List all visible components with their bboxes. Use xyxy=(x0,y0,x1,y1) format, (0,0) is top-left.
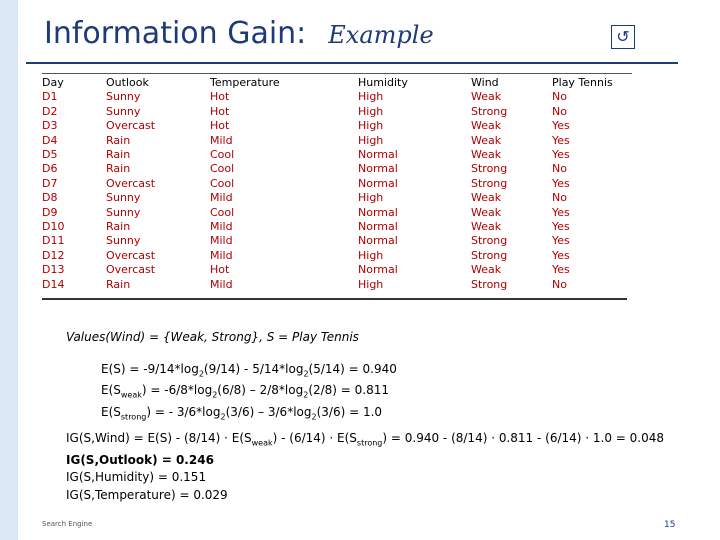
return-icon[interactable]: ↺ xyxy=(611,25,635,49)
values-wind-line: Values(Wind) = {Weak, Strong}, S = Play Tennis xyxy=(66,330,359,344)
cell-outlook: Overcast xyxy=(106,176,156,190)
cell-temperature: Mild xyxy=(210,191,233,205)
cell-day: D13 xyxy=(42,263,65,277)
title-text: Information Gain: xyxy=(44,16,307,51)
entropy-s: $E(S) = -9/14*\log_2(9/14) - 5/14*\log_2(5/14) = 0.940$ xyxy=(101,362,397,379)
cell-humidity: Normal xyxy=(358,220,398,234)
table-row xyxy=(42,162,622,176)
cell-humidity: Normal xyxy=(358,263,398,277)
cell-temperature: Cool xyxy=(210,205,235,219)
cell-day: D9 xyxy=(42,205,58,219)
table-row xyxy=(42,105,622,119)
title-underline xyxy=(26,62,678,64)
cell-outlook: Sunny xyxy=(106,104,141,118)
cell-outlook: Rain xyxy=(106,277,131,291)
cell-wind: Weak xyxy=(471,90,502,104)
cell-outlook: Overcast xyxy=(106,119,156,133)
cell-day: D3 xyxy=(42,119,58,133)
table-row xyxy=(42,234,622,248)
cell-day: D1 xyxy=(42,90,58,104)
cell-temperature: Mild xyxy=(210,220,233,234)
cell-temperature: Hot xyxy=(210,263,230,277)
ig-humidity: IG(S,Humidity) = 0.151 xyxy=(66,470,207,485)
cell-temperature: Hot xyxy=(210,119,230,133)
cell-play-tennis: Yes xyxy=(552,234,570,248)
col-header-humidity: Humidity xyxy=(358,76,408,89)
play-tennis-table xyxy=(42,76,622,292)
col-header-play-tennis: Play Tennis xyxy=(552,76,613,89)
cell-day: D4 xyxy=(42,133,58,147)
cell-play-tennis: Yes xyxy=(552,248,570,262)
cell-humidity: High xyxy=(358,248,384,262)
cell-day: D11 xyxy=(42,234,65,248)
cell-humidity: High xyxy=(358,119,384,133)
cell-temperature: Mild xyxy=(210,277,233,291)
table-row xyxy=(42,119,622,133)
cell-play-tennis: Yes xyxy=(552,220,570,234)
footer-course-label: Search Engine xyxy=(42,520,93,528)
cell-wind: Strong xyxy=(471,162,508,176)
table-top-rule xyxy=(42,73,632,74)
cell-play-tennis: Yes xyxy=(552,263,570,277)
cell-humidity: High xyxy=(358,133,384,147)
cell-play-tennis: No xyxy=(552,104,567,118)
cell-humidity: Normal xyxy=(358,176,398,190)
cell-humidity: High xyxy=(358,90,384,104)
page-number: 15 xyxy=(664,520,676,530)
cell-temperature: Mild xyxy=(210,133,233,147)
cell-play-tennis: No xyxy=(552,162,567,176)
cell-play-tennis: No xyxy=(552,191,567,205)
cell-day: D2 xyxy=(42,104,58,118)
cell-outlook: Rain xyxy=(106,220,131,234)
cell-wind: Weak xyxy=(471,119,502,133)
cell-day: D12 xyxy=(42,248,65,262)
cell-outlook: Overcast xyxy=(106,263,156,277)
cell-outlook: Sunny xyxy=(106,191,141,205)
cell-outlook: Sunny xyxy=(106,234,141,248)
table-row xyxy=(42,249,622,263)
cell-humidity: High xyxy=(358,104,384,118)
cell-outlook: Rain xyxy=(106,162,131,176)
entropy-block xyxy=(101,361,397,425)
table-row xyxy=(42,220,622,234)
cell-humidity: High xyxy=(358,277,384,291)
cell-wind: Strong xyxy=(471,248,508,262)
cell-temperature: Hot xyxy=(210,104,230,118)
info-gain-block xyxy=(66,430,664,504)
ig-outlook: IG(S,Outlook) = 0.246 xyxy=(66,452,214,467)
left-accent-bar xyxy=(0,0,18,540)
cell-wind: Strong xyxy=(471,176,508,190)
cell-play-tennis: Yes xyxy=(552,119,570,133)
cell-temperature: Cool xyxy=(210,148,235,162)
cell-play-tennis: No xyxy=(552,277,567,291)
cell-play-tennis: Yes xyxy=(552,148,570,162)
col-header-outlook: Outlook xyxy=(106,76,149,89)
cell-outlook: Rain xyxy=(106,148,131,162)
slide-title xyxy=(44,16,434,51)
cell-play-tennis: Yes xyxy=(552,205,570,219)
ig-wind: IG(S,Wind) = $E(S) - (8/14) \cdot E(S_{weak}) - (6/14) \cdot E(S_{strong}) = 0.940 - (8/14) \cdot 0.811 - (6/14) \cdot 1.0 = 0.048$ xyxy=(66,431,665,448)
cell-outlook: Sunny xyxy=(106,205,141,219)
table-row xyxy=(42,191,622,205)
ig-temperature: IG(S,Temperature) = 0.029 xyxy=(66,487,228,502)
table-header-row xyxy=(42,76,622,90)
cell-wind: Weak xyxy=(471,148,502,162)
cell-wind: Strong xyxy=(471,104,508,118)
cell-humidity: Normal xyxy=(358,205,398,219)
title-example: Example xyxy=(328,21,434,49)
col-header-wind: Wind xyxy=(471,76,499,89)
table-row xyxy=(42,90,622,104)
entropy-s-strong: $E(S_{strong})$ = - $3/6*\log_2(3/6) - 3/6*\log_2(3/6) = 1.0$ xyxy=(101,404,383,422)
cell-wind: Weak xyxy=(471,133,502,147)
col-header-temperature: Temperature xyxy=(210,76,280,89)
cell-wind: Weak xyxy=(471,191,502,205)
cell-temperature: Hot xyxy=(210,90,230,104)
cell-humidity: High xyxy=(358,191,384,205)
cell-day: D5 xyxy=(42,148,58,162)
table-row xyxy=(42,148,622,162)
cell-temperature: Mild xyxy=(210,248,233,262)
cell-day: D8 xyxy=(42,191,58,205)
cell-day: D7 xyxy=(42,176,58,190)
cell-outlook: Rain xyxy=(106,133,131,147)
cell-day: D14 xyxy=(42,277,65,291)
table-row xyxy=(42,206,622,220)
table-bottom-rule xyxy=(42,298,627,300)
cell-humidity: Normal xyxy=(358,162,398,176)
table-row xyxy=(42,177,622,191)
col-header-day: Day xyxy=(42,76,64,89)
cell-play-tennis: Yes xyxy=(552,176,570,190)
cell-day: D10 xyxy=(42,220,65,234)
table-row xyxy=(42,263,622,277)
cell-temperature: Mild xyxy=(210,234,233,248)
cell-temperature: Cool xyxy=(210,176,235,190)
table-row xyxy=(42,134,622,148)
entropy-s-weak: $E(S_{weak}) = -6/8*\log_2(6/8) - 2/8*\log_2(2/8) = 0.811$ xyxy=(101,383,390,400)
cell-wind: Weak xyxy=(471,220,502,234)
cell-wind: Weak xyxy=(471,263,502,277)
cell-play-tennis: No xyxy=(552,90,567,104)
cell-wind: Strong xyxy=(471,277,508,291)
cell-humidity: Normal xyxy=(358,234,398,248)
cell-day: D6 xyxy=(42,162,58,176)
table-row xyxy=(42,278,622,292)
cell-humidity: Normal xyxy=(358,148,398,162)
cell-play-tennis: Yes xyxy=(552,133,570,147)
cell-outlook: Sunny xyxy=(106,90,141,104)
cell-wind: Strong xyxy=(471,234,508,248)
cell-outlook: Overcast xyxy=(106,248,156,262)
cell-temperature: Cool xyxy=(210,162,235,176)
cell-wind: Weak xyxy=(471,205,502,219)
